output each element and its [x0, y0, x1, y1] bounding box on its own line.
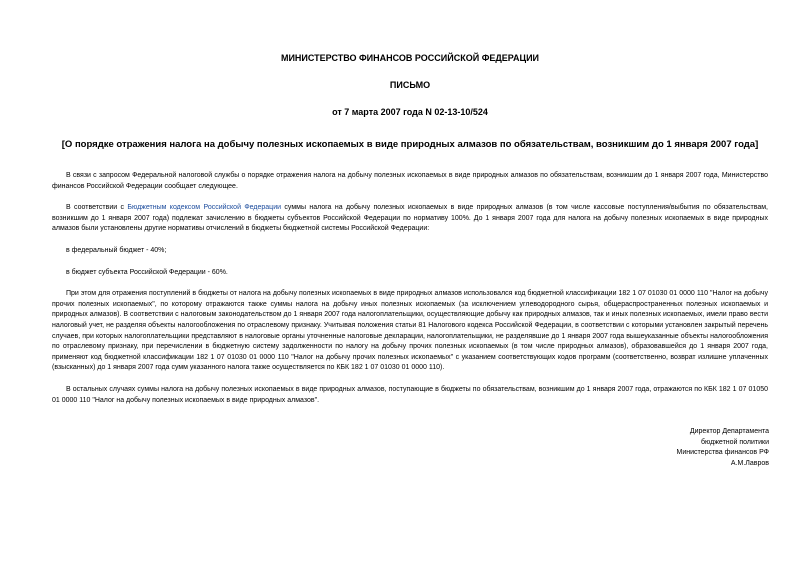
document-page — [52, 52, 768, 417]
paragraph-regional-share: в бюджет субъекта Российской Федерации - 60%. — [66, 268, 228, 276]
signature-department: бюджетной политики — [701, 438, 769, 446]
paragraph-classification: При этом для отражения поступлений в бюджеты от налога на добычу полезных ископаемых в виде природных алмазов использовался код бюджетной классификации 182 1 07 01030 01 0000 110 "Налог на добычу прочих полезных ископаемых", по которому отражаются также суммы налога на добычу иных полезных ископаемых (за исключением углеводородного сырья, общераспространенных полезных ископаемых и природных алмазов). В соответствии с налоговым законодательством до 1 января 2007 года налогоплательщики, осуществляющие добычу как природных алмазов, так и иных полезных ископаемых, имели право вести налоговый учет, не разделяя объекты налогообложения по отраслевому признаку. Учитывая положения статьи 81 Налогового кодекса Российской Федерации, в соответствии с которыми установлен закрытый перечень случаев, при которых налогоплательщики представляют в налоговые органы уточненные налоговые декларации, налогоплательщики, не разделявшие до 1 января 2007 года вышеуказанные объекты налогообложения по отраслевому признаку, при перечислении в бюджетную систему задолженности по налогу на добычу прочих полезных ископаемых (в том числе природных алмазов), образовавшейся до 1 января 2007 года, применяют код бюджетной классификации 182 1 07 01030 01 0000 110 "Налог на добычу прочих полезных ископаемых" с указанием соответствующих кодов программ (соответственно, возврат излишне уплаченных (взысканных) до 1 января 2007 года сумм указанного налога также осуществляется по КБК 182 1 07 01030 01 0000 110). — [52, 290, 768, 372]
ministry-heading: МИНИСТЕРСТВО ФИНАНСОВ РОССИЙСКОЙ ФЕДЕРАЦИИ — [280, 53, 540, 63]
document-type: ПИСЬМО — [389, 80, 431, 90]
budget-code-link[interactable]: Бюджетным кодексом Российской Федерации — [127, 204, 282, 212]
paragraph-text: суммы налога на добычу полезных ископаемых в виде природных алмазов (в том числе кассовые поступления/выбытия по обязательствам, возникшим до 1 января 2007 года) подлежат зачислению в бюджеты субъектов Российской Федерации по нормативу 100%. До 1 января 2007 года для налога на добычу полезных ископаемых в виде природных алмазов были установлены другие нормативы отчислений в бюджеты бюджетной системы Российской Федерации: — [52, 204, 768, 233]
signature-position: Директор Департамента — [689, 428, 769, 435]
paragraph-text: В соответствии с — [66, 204, 128, 212]
document-date-number: от 7 марта 2007 года N 02-13-10/524 — [332, 107, 488, 117]
signature-block — [677, 427, 769, 469]
paragraph-federal-share: в федеральный бюджет - 40%; — [66, 246, 167, 254]
paragraph-budget-code — [52, 203, 768, 235]
document-subject: [О порядке отражения налога на добычу полезных ископаемых в виде природных алмазов по обязательствам, возникшим до 1 января 2007 года] — [61, 139, 759, 150]
signature-ministry: Министерства финансов РФ — [676, 449, 769, 456]
signature-name: А.М.Лавров — [730, 459, 769, 467]
paragraph-intro: В связи с запросом Федеральной налоговой службы о порядке отражения налога на добычу полезных ископаемых в виде природных алмазов по обязательствам, возникшим до 1 января 2007 года, Министерство финансов Российской Федерации сообщает следующее. — [52, 172, 768, 190]
paragraph-other-cases: В остальных случаях суммы налога на добычу полезных ископаемых в виде природных алмазов, поступающие в бюджеты по обязательствам, возникшим до 1 января 2007 года, отражаются по КБК 182 1 07 01050 01 0000 110 "Налог на добычу полезных ископаемых в виде природных алмазов". — [52, 385, 768, 404]
